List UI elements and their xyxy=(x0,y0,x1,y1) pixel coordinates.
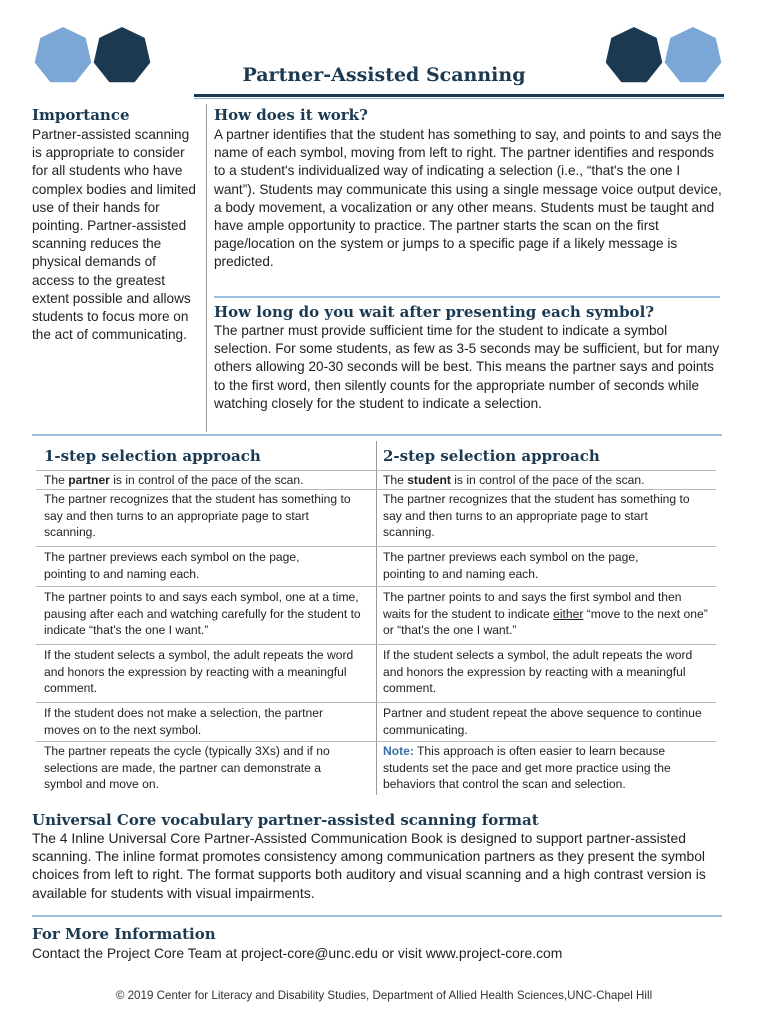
table-row-7-col-1: The partner repeats the cycle (typically 3Xs) and if no selections are made, the partner can demonstrate a symbol and move on. xyxy=(44,744,330,792)
section-rule-bottom xyxy=(32,915,722,917)
importance-text: Partner-assisted scanning is appropriate to consider for all students who have complex bodies and limited use of their hands for pointing. Partner-assisted scanning reduces the physical demands of access to the greatest extent possible and allows students to focus more on the act of communicating. xyxy=(32,127,196,343)
section-rule-table-top xyxy=(32,434,722,436)
table-row-3-col-2: The partner previews each symbol on the page, pointing to and naming each. xyxy=(383,550,639,581)
note-label: Note: xyxy=(383,744,414,758)
more-info-text: Contact the Project Core Team at project-core@unc.edu or visit www.project-core.com xyxy=(32,945,563,961)
table-row-4-col-1: The partner points to and says each symbol, one at a time, pausing after each and watching carefully for the student to indicate “that's the one I want.” xyxy=(44,590,361,638)
table-row-divider xyxy=(36,586,716,587)
footer-copyright: © 2019 Center for Literacy and Disability Studies, Department of Allied Health Sciences,UNC-Chapel Hill xyxy=(115,989,653,1002)
table-row-2-col-1: The partner recognizes that the student has something to say and then turns to an appropriate page to start scanning. xyxy=(44,492,351,540)
table-row-6-col-2: Partner and student repeat the above sequence to continue communicating. xyxy=(383,706,702,737)
table-row-divider xyxy=(36,470,716,471)
table-row-divider xyxy=(36,489,716,490)
title-rule xyxy=(194,94,724,97)
how-it-works-heading: How does it work? xyxy=(214,106,368,124)
universal-core-text: The 4 Inline Universal Core Partner-Assisted Communication Book is designed to support partner-assisted scanning. The inline format promotes consistency among communication partners as they present the symbol choices from left to right. The format supports both auditory and visual scanning and a high contrast version is available for students with visual impairments. xyxy=(32,830,706,901)
table-row-4-col-2: The partner points to and says the first symbol and then waits for the student to indicate either “move to the next one” or “that's the one I want.” xyxy=(383,590,708,638)
table-row-2-col-2: The partner recognizes that the student has something to say and then turns to an appropriate page to start scanning. xyxy=(383,492,690,540)
section-rule xyxy=(214,296,720,298)
importance-heading: Importance xyxy=(32,106,130,124)
wait-time-text: The partner must provide sufficient time for the student to indicate a symbol selection. For some students, as few as 3-5 seconds may be sufficient, but for many others allowing 20-30 seconds will be best. This means the partner says and points to the first word, then silently counts for the appropriate number of seconds while watching closely for the student to indicate a selection. xyxy=(214,323,720,411)
table-row-5-col-1: If the student selects a symbol, the adult repeats the word and honors the expression by reacting with a meaningful comment. xyxy=(44,648,354,696)
table-row-1-col-1: The partner is in control of the pace of the scan. xyxy=(44,473,304,487)
wait-time-heading: How long do you wait after presenting each symbol? xyxy=(214,303,655,321)
table-row-3-col-1: The partner previews each symbol on the page, pointing to and naming each. xyxy=(44,550,300,581)
more-info-heading: For More Information xyxy=(32,925,216,943)
table-row-divider xyxy=(36,741,716,742)
title-rule-light xyxy=(194,98,724,99)
universal-core-heading: Universal Core vocabulary partner-assisted scanning format xyxy=(32,811,539,829)
table-row-divider xyxy=(36,644,716,645)
table-row-5-col-2: If the student selects a symbol, the adult repeats the word and honors the expression by reacting with a meaningful comment. xyxy=(383,648,693,696)
table-row-divider xyxy=(36,546,716,547)
col2-heading: 2-step selection approach xyxy=(383,447,600,465)
col1-heading: 1-step selection approach xyxy=(44,447,261,465)
column-divider xyxy=(206,104,207,432)
page-title: Partner-Assisted Scanning xyxy=(242,64,526,86)
table-row-7-col-2: Note: This approach is often easier to learn because students set the pace and get more practice using the behaviors that control the scan and selection. xyxy=(383,744,671,792)
table-row-1-col-2: The student is in control of the pace of the scan. xyxy=(383,473,645,487)
table-row-divider xyxy=(36,702,716,703)
how-it-works-text: A partner identifies that the student has something to say, and points to and says the name of each symbol, moving from left to right. The partner identifies and responds to a student's individualized way of indicating a selection (i.e., “that's the one I want”). Students may communicate this using a single message voice output device, a body movement, a vocalization or any other means. Students must be taught and have ample opportunity to practice. The partner starts the scan on the first page/location on the system or jumps to a specific page if a likely message is predicted. xyxy=(214,127,722,270)
table-row-6-col-1: If the student does not make a selection, the partner moves on to the next symbol. xyxy=(44,706,324,737)
